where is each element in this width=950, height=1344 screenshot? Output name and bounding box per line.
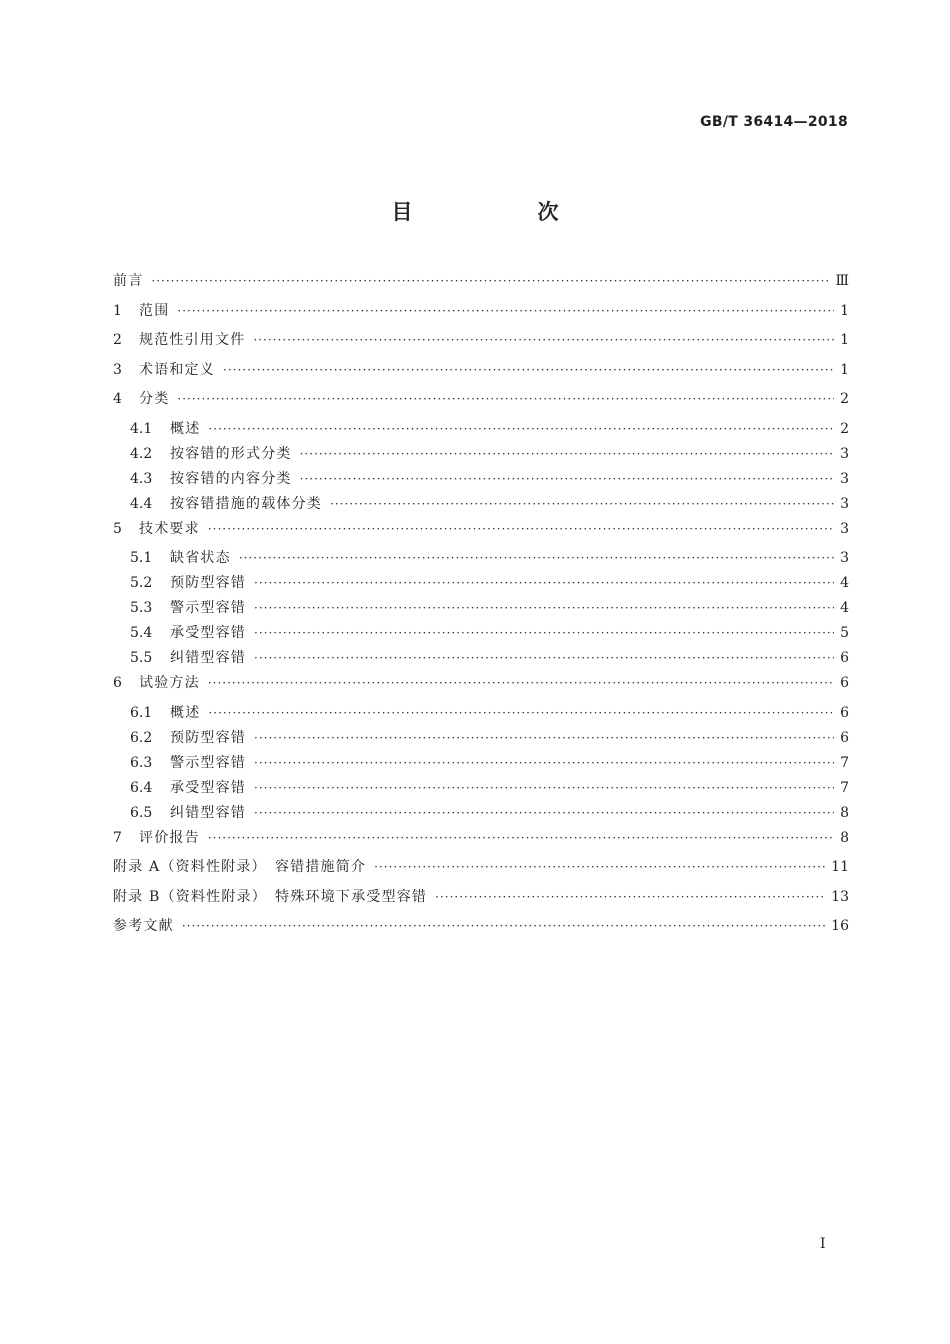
toc-entry-number: 1 — [113, 302, 122, 319]
toc-entry-label: 附录 A（资料性附录） 容错措施简介 — [113, 859, 367, 875]
toc-entry-number: 5.4 — [130, 625, 153, 641]
toc-leader-dots — [254, 576, 834, 590]
toc-entry[interactable] — [113, 727, 849, 752]
toc-entry-page: 6 — [840, 729, 849, 746]
toc-entry-number: 5.3 — [130, 600, 153, 616]
toc-entry-page: Ⅲ — [835, 273, 849, 289]
toc-leader-dots — [208, 831, 834, 845]
toc-entry-page: 6 — [840, 704, 849, 721]
toc-entry-label: 预防型容错 — [170, 729, 246, 746]
toc-entry-number: 6.2 — [130, 729, 153, 746]
toc-entry-page: 4 — [840, 575, 849, 591]
toc-entry-label: 纠错型容错 — [170, 650, 246, 666]
toc-leader-dots — [239, 551, 834, 565]
toc-entry-label: 参考文献 — [113, 918, 174, 934]
toc-entry-label: 范围 — [139, 302, 170, 319]
toc-entry-page: 3 — [840, 495, 849, 512]
toc-entry[interactable] — [113, 622, 849, 647]
toc-entry-label: 承受型容错 — [170, 625, 246, 641]
toc-entry-label: 纠错型容错 — [170, 804, 246, 821]
toc-entry[interactable] — [113, 752, 849, 777]
toc-entry-number: 4 — [113, 391, 122, 407]
toc-entry-label: 警示型容错 — [170, 754, 246, 771]
toc-entry-page: 3 — [840, 445, 849, 462]
toc-entry-number: 6.5 — [130, 804, 153, 821]
toc-entry-label: 缺省状态 — [170, 550, 231, 566]
toc-leader-dots — [300, 472, 834, 486]
toc-entry-label: 术语和定义 — [139, 361, 215, 378]
toc-entry-number: 6.3 — [130, 754, 153, 771]
toc-leader-dots — [208, 706, 834, 720]
toc-entry[interactable] — [113, 702, 849, 727]
toc-entry-label: 按容错的内容分类 — [170, 470, 292, 487]
toc-entry-number: 6 — [113, 675, 122, 691]
toc-entry-page: 1 — [840, 302, 849, 319]
toc-entry-page: 11 — [831, 859, 849, 875]
toc-entry[interactable] — [113, 672, 849, 702]
toc-entry-label: 附录 B（资料性附录） 特殊环境下承受型容错 — [113, 888, 428, 905]
toc-entry[interactable] — [113, 827, 849, 857]
toc-entry-number: 4.3 — [130, 470, 153, 487]
toc-entry-page: 7 — [840, 754, 849, 771]
toc-entry-page: 8 — [840, 829, 849, 846]
toc-entry-label: 分类 — [139, 391, 170, 407]
toc-leader-dots — [223, 363, 834, 377]
toc-entry-page: 3 — [840, 470, 849, 487]
toc-leader-dots — [300, 447, 834, 461]
toc-leader-dots — [254, 651, 834, 665]
toc-entry-page: 1 — [840, 361, 849, 378]
toc-entry-label: 预防型容错 — [170, 575, 246, 591]
toc-leader-dots — [254, 781, 834, 795]
toc-entry[interactable] — [113, 802, 849, 827]
toc-entry-number: 4.2 — [130, 445, 153, 462]
toc-entry-number: 4.4 — [130, 495, 153, 512]
toc-leader-dots — [182, 919, 825, 933]
toc-entry[interactable] — [113, 388, 849, 418]
toc-entry-number: 4.1 — [130, 420, 153, 437]
toc-leader-dots — [208, 676, 834, 690]
toc-entry-number: 6.4 — [130, 779, 153, 796]
toc-leader-dots — [254, 756, 834, 770]
toc-entry-label: 警示型容错 — [170, 600, 246, 616]
toc-entry-page: 3 — [840, 520, 849, 537]
toc-entry-label: 技术要求 — [139, 520, 200, 537]
toc-entry[interactable] — [113, 518, 849, 548]
toc-leader-dots — [208, 522, 834, 536]
toc-entry-page: 16 — [831, 918, 849, 934]
toc-entry-page: 4 — [840, 600, 849, 616]
toc-leader-dots — [254, 731, 834, 745]
toc-entry-label: 承受型容错 — [170, 779, 246, 796]
toc-entry-page: 2 — [840, 391, 849, 407]
toc-entry-number: 2 — [113, 332, 122, 348]
toc-entry-page: 8 — [840, 804, 849, 821]
toc-leader-dots — [254, 806, 834, 820]
toc-entry-page: 7 — [840, 779, 849, 796]
toc-leader-dots — [330, 497, 834, 511]
toc-leader-dots — [208, 422, 834, 436]
toc-entry-label: 按容错措施的载体分类 — [170, 495, 322, 512]
toc-entry[interactable] — [113, 359, 849, 389]
standard-code: GB/T 36414—2018 — [700, 114, 848, 130]
toc-entry-label: 概述 — [170, 420, 201, 437]
toc-entry[interactable] — [113, 418, 849, 443]
toc-entry-page: 5 — [840, 625, 849, 641]
toc-leader-dots — [177, 304, 834, 318]
toc-entry-label: 按容错的形式分类 — [170, 445, 292, 462]
toc-entry-page: 6 — [840, 650, 849, 666]
toc-entry[interactable] — [113, 270, 849, 300]
toc-entry[interactable] — [113, 468, 849, 493]
toc-entry-number: 5.5 — [130, 650, 153, 666]
toc-entry-number: 5 — [113, 520, 122, 537]
toc-entry-label: 评价报告 — [139, 829, 200, 846]
toc-entry-number: 7 — [113, 829, 122, 846]
toc-entry-page: 6 — [840, 675, 849, 691]
toc-entry[interactable] — [113, 647, 849, 672]
toc-leader-dots — [253, 333, 834, 347]
toc-entry-label: 前言 — [113, 273, 144, 289]
toc-entry[interactable] — [113, 597, 849, 622]
toc-entry-page: 2 — [840, 420, 849, 437]
toc-entry[interactable] — [113, 777, 849, 802]
toc-entry-label: 概述 — [170, 704, 201, 721]
toc-entry[interactable] — [113, 915, 849, 945]
toc-entry[interactable] — [113, 572, 849, 597]
toc-entry[interactable] — [113, 856, 849, 886]
page-title: 目 次 — [391, 200, 611, 224]
toc-leader-dots — [254, 626, 834, 640]
toc-leader-dots — [177, 392, 834, 406]
toc-entry[interactable] — [113, 329, 849, 359]
table-of-contents — [113, 270, 849, 945]
toc-entry-number: 6.1 — [130, 704, 153, 721]
page-number: I — [820, 1236, 826, 1252]
toc-leader-dots — [374, 860, 825, 874]
toc-entry-label: 试验方法 — [139, 675, 200, 691]
toc-entry[interactable] — [113, 443, 849, 468]
toc-entry-page: 13 — [831, 888, 849, 905]
toc-entry-number: 5.1 — [130, 550, 153, 566]
toc-leader-dots — [254, 601, 834, 615]
toc-entry-page: 3 — [840, 550, 849, 566]
toc-entry-label: 规范性引用文件 — [139, 332, 246, 348]
toc-entry[interactable] — [113, 493, 849, 518]
toc-entry-number: 5.2 — [130, 575, 153, 591]
toc-leader-dots — [435, 890, 825, 904]
toc-entry[interactable] — [113, 547, 849, 572]
toc-entry[interactable] — [113, 300, 849, 330]
toc-leader-dots — [151, 274, 829, 288]
toc-entry-page: 1 — [840, 332, 849, 348]
toc-entry[interactable] — [113, 886, 849, 916]
toc-entry-number: 3 — [113, 361, 122, 378]
